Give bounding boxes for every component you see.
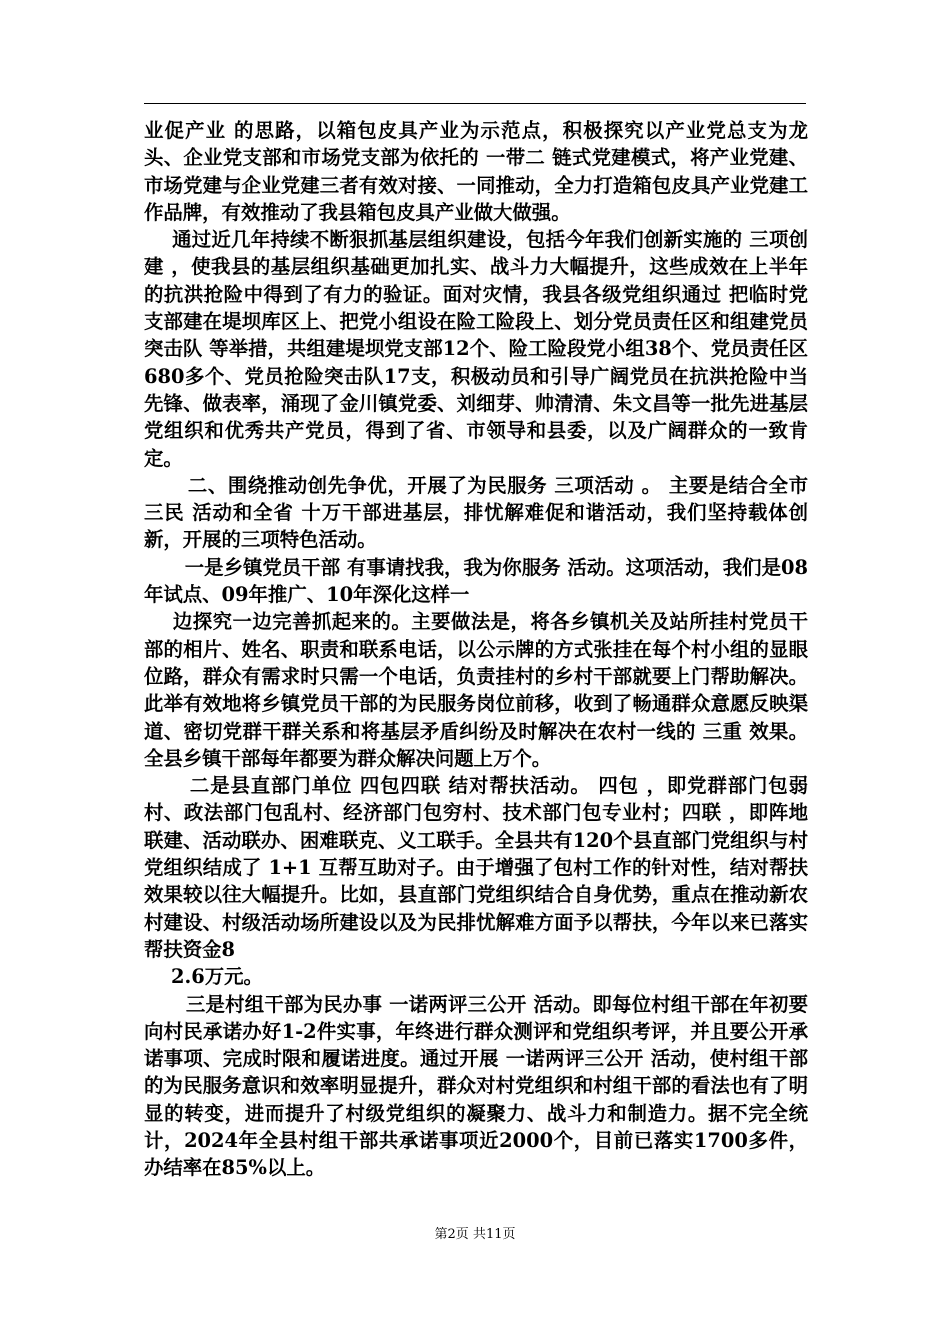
paragraph: 2.6万元。 xyxy=(144,965,263,989)
footer-current-page: 2 xyxy=(447,1227,456,1242)
document-body xyxy=(144,117,815,1182)
paragraph: 通过近几年持续不断狠抓基层组织建设，包括今年我们创新实施的 三项创建 ，使我县的基层组织基础更加扎实、战斗力大幅提升，这些成效在上半年的抗洪抢险中得到了有力的验证。面对灾情，我县各级党组织通过 把临时党支部建在堤坝库区上、把党小组设在险工险段上、划分党员责任区和组建党员突击队 等举措，共组建堤坝党支部12个、险工险段党小组38个、党员责任区680多个、党员抢险突击队17支，积极动员和引导广阔党员在抗洪抢险中当先锋、做表率，涌现了金川镇党委、刘细芽、帅清清、朱文昌等一批先进基层党组织和优秀共产党员，得到了省、市领导和县委，以及广阔群众的一致肯定。 xyxy=(144,228,808,470)
footer-prefix: 第 xyxy=(434,1227,448,1242)
paragraph: 边探究一边完善抓起来的。主要做法是，将各乡镇机关及站所挂村党员干部的相片、姓名、职责和联系电话，以公示牌的方式张挂在每个村小组的显眼位路，群众有需求时只需一个电话，负责挂村的乡村干部就要上门帮助解决。此举有效地将乡镇党员干部的为民服务岗位前移，收到了畅通群众意愿反映渠道、密切党群干群关系和将基层矛盾纠纷及时解决在农村一线的 三重 效果。全县乡镇干部每年都要为群众解决问题上万个。 xyxy=(144,610,808,770)
paragraph: 业促产业 的思路，以箱包皮具产业为示范点，积极探究以产业党总支为龙头、企业党支部和市场党支部为依托的 一带二 链式党建模式，将产业党建、市场党建与企业党建三者有效对接、一同推动，全力打造箱包皮具产业党建工作品牌，有效推动了我县箱包皮具产业做大做强。 xyxy=(144,119,808,224)
footer-suffix: 页 xyxy=(502,1227,516,1242)
header-rule xyxy=(144,103,806,104)
footer-total-pages: 11 xyxy=(485,1227,503,1242)
paragraph: 二是县直部门单位 四包四联 结对帮扶活动。 四包 ，即党群部门包弱村、政法部门包乱村、经济部门包穷村、技术部门包专业村；四联 ，即阵地联建、活动联办、困难联克、义工联手。全县共有120个县直部门党组织与村党组织结成了 1+1 互帮互助对子。由于增强了包村工作的针对性，结对帮扶效果较以往大幅提升。比如，县直部门党组织结合自身优势，重点在推动新农村建设、村级活动场所建设以及为民排忧解难方面予以帮扶，今年以来已落实帮扶资金8 xyxy=(144,774,808,961)
page-footer xyxy=(0,1227,950,1243)
paragraph: 一是乡镇党员干部 有事请找我，我为你服务 活动。这项活动，我们是08年试点、09年推广、10年深化这样一 xyxy=(144,555,809,607)
paragraph: 二、围绕推动创先争优，开展了为民服务 三项活动 。 主要是结合全市 三民 活动和全省 十万干部进基层，排忧解难促和谐活动，我们坚持载体创新，开展的三项特色活动。 xyxy=(144,473,815,552)
paragraph: 三是村组干部为民办事 一诺两评三公开 活动。即每位村组干部在年初要向村民承诺办好1-2件实事，年终进行群众测评和党组织考评，并且要公开承诺事项、完成时限和履诺进度。通过开展 一诺两评三公开 活动，使村组干部的为民服务意识和效率明显提升，群众对村党组织和村组干部的看法也有了明显的转变，进而提升了村级党组织的凝聚力、战斗力和制造力。据不完全统计，2024年全县村组干部共承诺事项近2000个，目前已落实1700多件，办结率在85%以上。 xyxy=(144,992,808,1180)
footer-middle: 页 共 xyxy=(455,1227,486,1242)
